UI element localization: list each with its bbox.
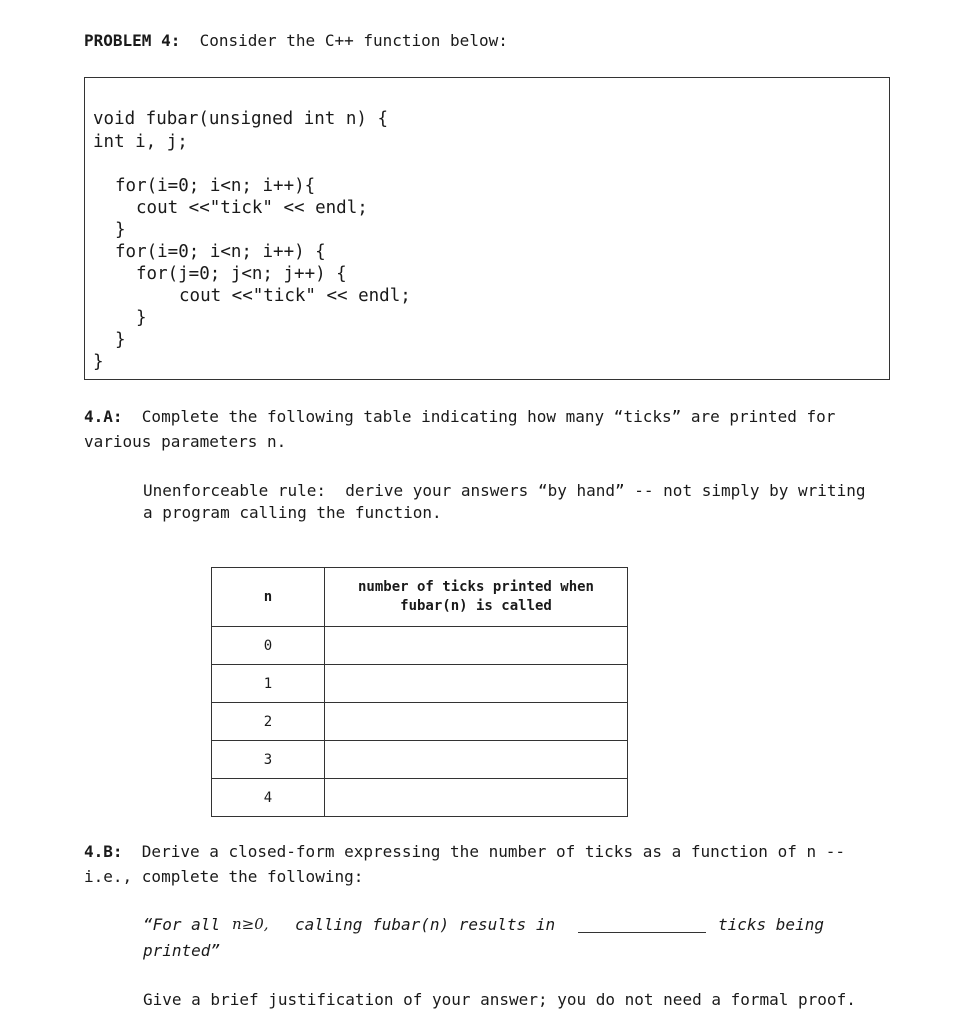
- row-ticks-cell[interactable]: [325, 779, 628, 817]
- tick-table: [211, 567, 628, 817]
- rule-text-1: Unenforceable rule: derive your answers “by hand” -- not simply by writing: [143, 481, 866, 500]
- part-b-instruction: Derive a closed-form expressing the number of ticks as a function of n --: [141, 842, 845, 861]
- justification-text: Give a brief justification of your answer; you do not need a formal proof.: [143, 990, 856, 1009]
- row-n: 1: [212, 665, 325, 703]
- row-n: 2: [212, 703, 325, 741]
- header-ticks-line1: number of ticks printed when: [357, 579, 594, 595]
- row-ticks-cell[interactable]: [325, 741, 628, 779]
- row-n: 0: [212, 627, 325, 665]
- code-line-2: int i, j;: [93, 132, 188, 152]
- table-header-row: [212, 568, 628, 627]
- quote-math: n≥0,: [232, 915, 269, 933]
- part-b-label: 4.B:: [84, 842, 123, 861]
- part-a-text-2: various parameters n.: [84, 432, 287, 451]
- table-row: [212, 741, 628, 779]
- part-a-instruction: Complete the following table indicating how many “ticks” are printed for: [141, 407, 836, 426]
- row-n: 3: [212, 741, 325, 779]
- code-box: [84, 77, 890, 380]
- quote-line2: printed”: [143, 941, 221, 960]
- table-row: [212, 779, 628, 817]
- row-n: 4: [212, 779, 325, 817]
- code-line-8: cout <<"tick" << endl;: [179, 286, 411, 306]
- problem-label: PROBLEM 4:: [84, 31, 181, 50]
- table-row: [212, 627, 628, 665]
- header-n: n: [212, 568, 325, 627]
- code-line-4: cout <<"tick" << endl;: [136, 198, 368, 218]
- quote-prefix: “For all: [143, 915, 221, 934]
- code-line-1: void fubar(unsigned int n) {: [93, 109, 389, 129]
- code-line-3: for(i=0; i<n; i++){: [115, 176, 316, 196]
- row-ticks-cell[interactable]: [325, 703, 628, 741]
- header-ticks: [325, 568, 628, 627]
- part-a-text-1: [84, 405, 835, 429]
- row-ticks-cell[interactable]: [325, 627, 628, 665]
- quote-middle: calling fubar(n) results in: [295, 915, 556, 934]
- code-line-11: }: [93, 352, 104, 372]
- table-row: [212, 703, 628, 741]
- rule-text-2: a program calling the function.: [143, 503, 442, 522]
- table-row: [212, 665, 628, 703]
- header-ticks-line2: fubar(n) is called: [400, 598, 552, 614]
- code-line-6: for(i=0; i<n; i++) {: [115, 242, 326, 262]
- code-line-5: }: [115, 220, 126, 240]
- part-b-text-1: [84, 840, 845, 864]
- part-b-text-2: i.e., complete the following:: [84, 867, 364, 886]
- row-ticks-cell[interactable]: [325, 665, 628, 703]
- code-line-7: for(j=0; j<n; j++) {: [136, 264, 347, 284]
- problem-heading: [84, 31, 508, 50]
- code-line-9: }: [136, 308, 147, 328]
- problem-prompt: Consider the C++ function below:: [199, 31, 508, 50]
- answer-blank[interactable]: [578, 932, 706, 933]
- part-a-label: 4.A:: [84, 407, 123, 426]
- quote-suffix: ticks being: [718, 915, 824, 934]
- code-line-10: }: [115, 330, 126, 350]
